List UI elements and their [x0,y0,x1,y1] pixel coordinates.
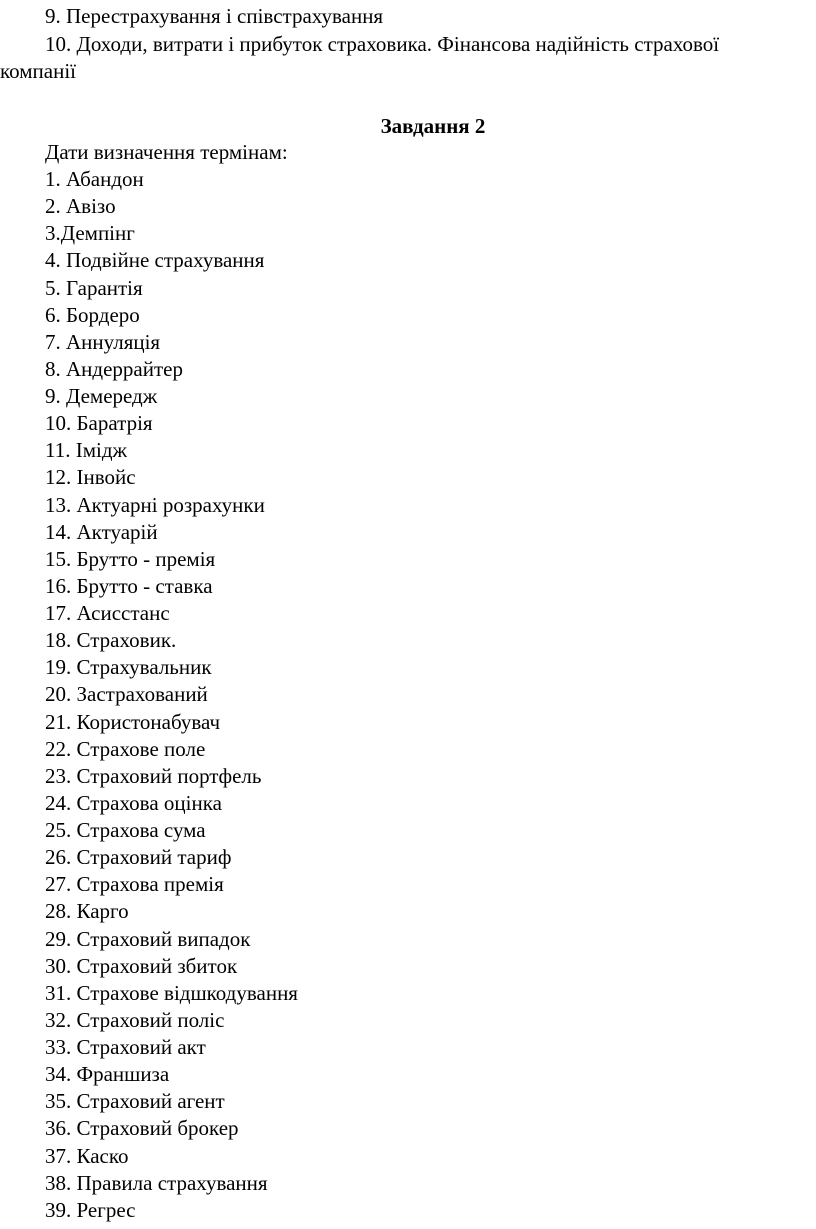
list-item: 24. Страхова оцінка [45,790,222,815]
topic-item-9: 9. Перестрахування і співстрахування [45,4,384,28]
list-item: 19. Страхувальник [45,655,212,680]
list-item: 5. Гарантія [45,275,143,300]
list-item: 26. Страховий тариф [45,845,232,870]
list-item: 18. Страховик. [45,628,177,653]
list-item: 12. Інвойс [45,465,136,490]
list-item: 1. Абандон [45,167,144,191]
list-item: 3.Демпінг [45,221,135,246]
list-item: 36. Страховий брокер [45,1116,239,1141]
list-item: 39. Регрес [45,1197,136,1222]
list-item: 31. Страхове відшкодування [45,980,298,1005]
list-item: 28. Карго [45,899,129,924]
list-item: 9. Демередж [45,384,158,408]
list-item: 20. Застрахований [45,682,208,707]
list-item: 10. Баратрія [45,411,153,436]
list-item: 11. Імідж [45,438,128,463]
list-item: 21. Користонабувач [45,709,221,734]
topic-item-10-continuation: компанії [0,59,76,83]
list-item: 13. Актуарні розрахунки [45,492,265,517]
list-item: 27. Страхова премія [45,872,224,897]
list-item: 14. Актуарій [45,519,158,544]
list-item: 16. Брутто - ставка [45,573,213,598]
list-item: 29. Страховий випадок [45,926,251,951]
list-item: 2. Авізо [45,194,116,219]
list-item: 32. Страховий поліс [45,1007,225,1032]
list-item: 8. Андеррайтер [45,356,183,381]
list-item: 34. Франшиза [45,1062,170,1087]
task-intro: Дати визначення термінам: [45,140,288,164]
list-item: 30. Страховий збиток [45,953,238,978]
list-item: 15. Брутто - премія [45,546,216,571]
list-item: 7. Аннуляція [45,329,161,354]
list-item: 25. Страхова сума [45,818,206,842]
list-item: 37. Каско [45,1143,129,1168]
list-item: 17. Асисстанс [45,601,170,625]
terms-list [45,166,298,1224]
list-item: 22. Страхове поле [45,736,206,761]
topic-item-10: 10. Доходи, витрати і прибуток страховика. Фінансова надійність страхової [45,32,720,56]
list-item: 33. Страховий акт [45,1035,206,1059]
list-item: 6. Бордеро [45,302,140,327]
list-item: 23. Страховий портфель [45,763,262,788]
list-item: 35. Страховий агент [45,1089,225,1114]
list-item: 38. Правила страхування [45,1170,268,1195]
list-item: 4. Подвійне страхування [45,248,265,273]
task-heading: Завдання 2 [380,114,486,138]
